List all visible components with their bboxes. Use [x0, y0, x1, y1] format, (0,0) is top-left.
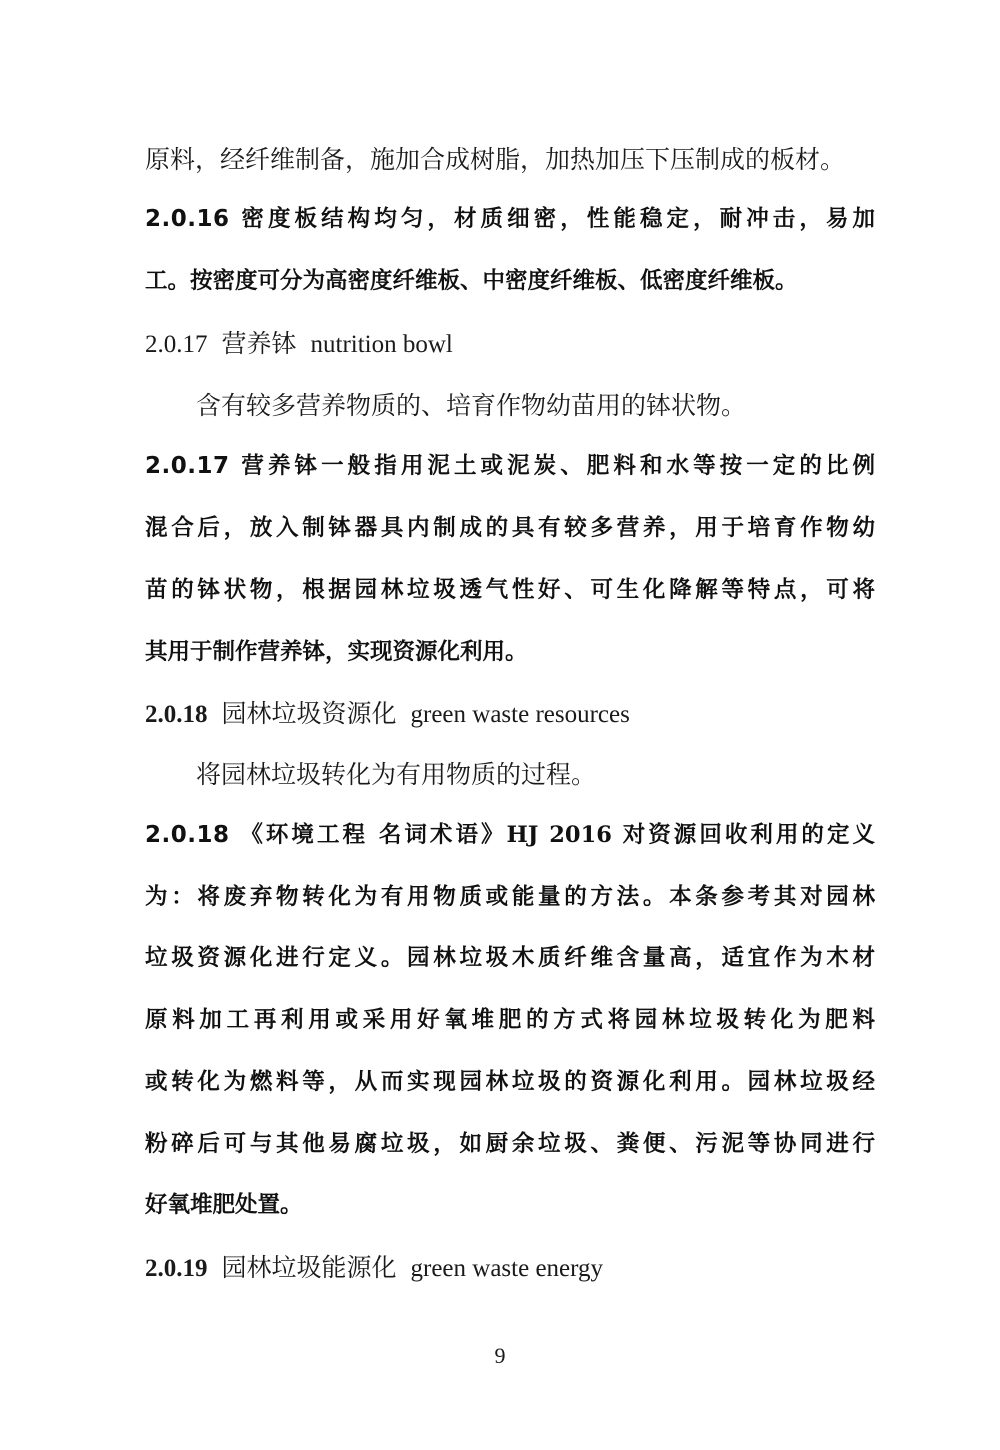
- clause-number: 2.0.18: [145, 822, 230, 848]
- commentary-line: 垃圾资源化进行定义。园林垃圾木质纤维含量高，适宜作为木材: [145, 945, 875, 971]
- commentary-text: 营养钵一般指用泥土或泥炭、肥料和水等按一定的比例: [229, 453, 875, 479]
- clause-number: 2.0.16: [145, 206, 230, 232]
- commentary-line: 为：将废弃物转化为有用物质或能量的方法。本条参考其对园林: [145, 884, 875, 910]
- body-text-line: 原料，经纤维制备，施加合成树脂，加热加压下压制成的板材。: [145, 147, 846, 174]
- commentary-line: 粉碎后可与其他易腐垃圾，如厨余垃圾、粪便、污泥等协同进行: [145, 1131, 875, 1157]
- commentary-line: [145, 824, 875, 847]
- term-chinese: 园林垃圾能源化: [221, 1255, 397, 1282]
- term-chinese: 营养钵: [221, 331, 297, 358]
- commentary-line: [145, 208, 875, 231]
- commentary-line: 混合后，放入制钵器具内制成的具有较多营养，用于培育作物幼: [145, 515, 875, 541]
- term-heading: [145, 702, 875, 727]
- term-definition: 将园林垃圾转化为有用物质的过程。: [196, 762, 597, 789]
- term-number: 2.0.19: [145, 1255, 208, 1282]
- term-chinese: 园林垃圾资源化: [221, 701, 397, 728]
- page-number: 9: [494, 1343, 506, 1368]
- commentary-line: 苗的钵状物，根据园林垃圾透气性好、可生化降解等特点，可将: [145, 577, 875, 603]
- commentary-line: [145, 455, 875, 478]
- term-definition: 含有较多营养物质的、培育作物幼苗用的钵状物。: [196, 393, 747, 420]
- commentary-text: 《环境工程 名词术语》HJ 2016 对资源回收利用的定义: [229, 822, 875, 848]
- commentary-line: 或转化为燃料等，从而实现园林垃圾的资源化利用。园林垃圾经: [145, 1069, 875, 1095]
- clause-number: 2.0.17: [145, 453, 230, 479]
- term-number: 2.0.17: [145, 331, 208, 358]
- term-english: nutrition bowl: [310, 331, 453, 358]
- term-heading: [145, 1256, 875, 1281]
- term-number: 2.0.18: [145, 701, 208, 728]
- commentary-line: 好氧堆肥处置。: [145, 1192, 303, 1218]
- term-heading: [145, 332, 875, 357]
- commentary-line: 原料加工再利用或采用好氧堆肥的方式将园林垃圾转化为肥料: [145, 1007, 875, 1033]
- commentary-text: 密度板结构均匀，材质细密，性能稳定，耐冲击，易加: [229, 206, 875, 232]
- commentary-line: 其用于制作营养钵，实现资源化利用。: [145, 639, 528, 665]
- commentary-line: 工。按密度可分为高密度纤维板、中密度纤维板、低密度纤维板。: [145, 268, 798, 294]
- term-english: green waste resources: [410, 701, 630, 728]
- term-english: green waste energy: [410, 1255, 604, 1282]
